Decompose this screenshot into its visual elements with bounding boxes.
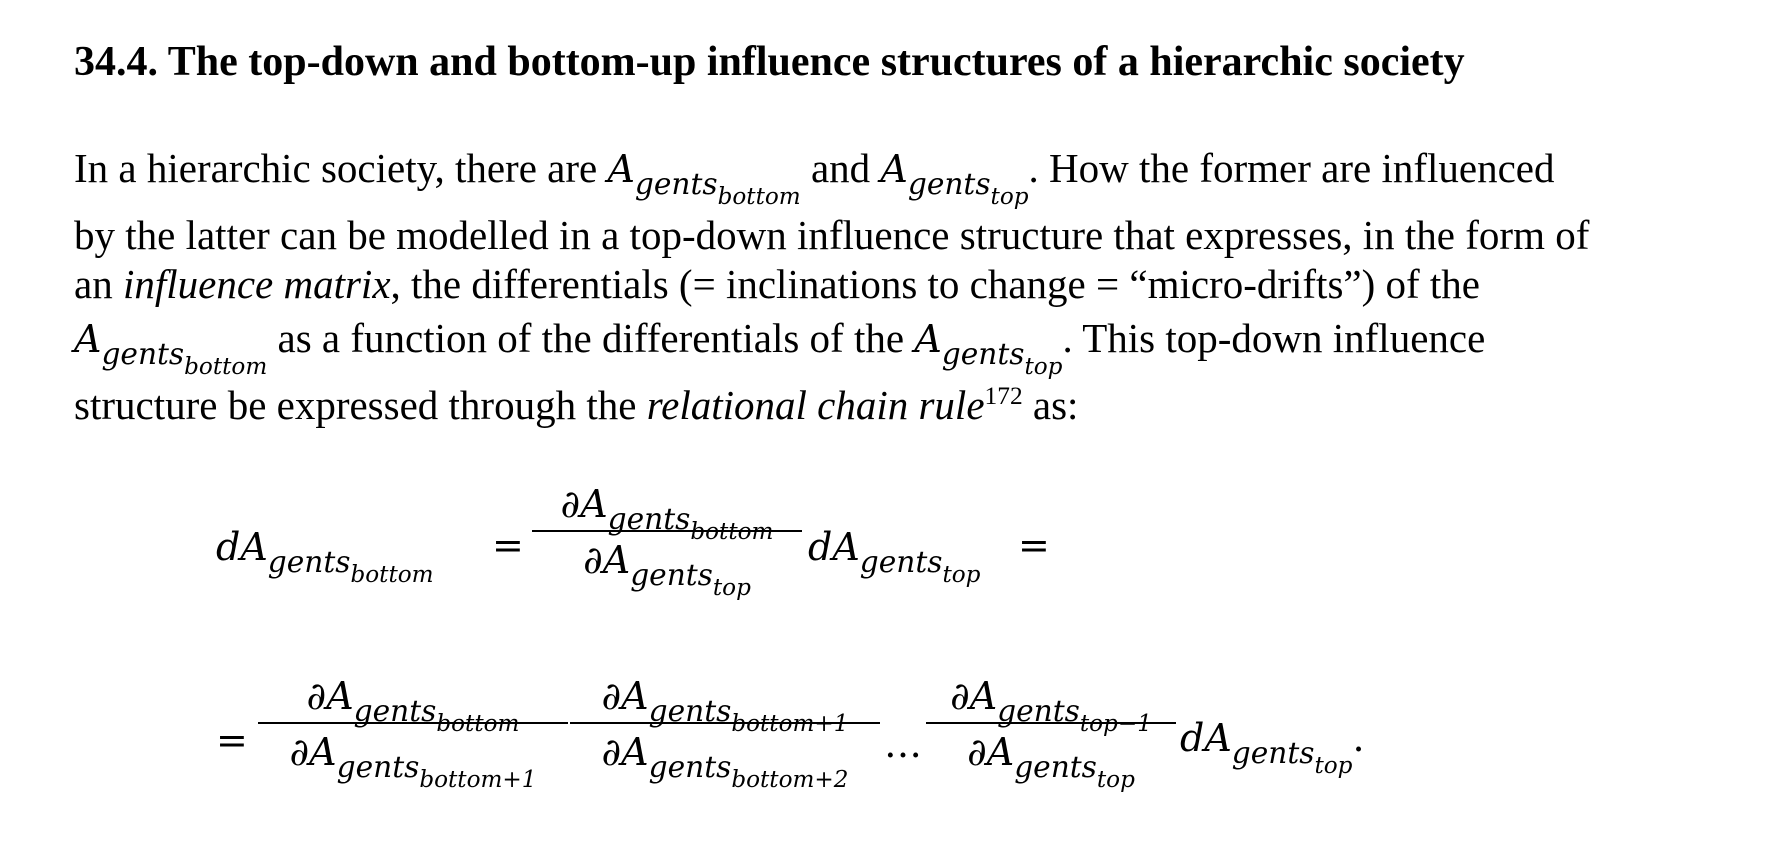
text-run: structure be expressed through the xyxy=(74,382,647,428)
eq2-frac2-numerator: $\partial A_{gents_{bottom+1}}$ xyxy=(601,674,849,738)
agents-top-symbol: $A_{gents_{top}}$ xyxy=(914,317,1063,381)
text-run: . How the former are influenced xyxy=(1028,145,1555,191)
eq1-d-agents-top: $dA_{gents_{top}}$ xyxy=(808,525,981,589)
eq2-d-agents-top: $dA_{gents_{top}}$. xyxy=(1180,716,1365,780)
section-heading: 34.4. The top-down and bottom-up influence structures of a hierarchic society xyxy=(74,39,1465,85)
eq2-fraction-1 xyxy=(258,674,568,794)
footnote-reference[interactable]: 172 xyxy=(984,381,1023,410)
eq1-numerator: $\partial A_{gents_{bottom}}$ xyxy=(560,482,774,546)
eq2-fraction-3 xyxy=(926,674,1176,794)
text-run: as a function of the differentials of the xyxy=(267,315,915,361)
eq2-frac1-denominator: $\partial A_{gents_{bottom+1}}$ xyxy=(289,730,537,794)
eq2-frac3-denominator: $\partial A_{gents_{top}}$ xyxy=(967,730,1135,794)
eq2-frac3-numerator: $\partial A_{gents_{top-1}}$ xyxy=(950,674,1152,738)
paragraph-line-3 xyxy=(74,261,1724,307)
paragraph-line-5 xyxy=(74,381,1724,428)
eq2-frac2-denominator: $\partial A_{gents_{bottom+2}}$ xyxy=(601,730,849,794)
text-run: , the differentials (= inclinations to change = “micro-drifts”) of the xyxy=(390,261,1480,307)
eq1-equals-1: = xyxy=(492,523,524,567)
eq1-equals-2: = xyxy=(1018,523,1050,567)
text-run: . This top-down influence xyxy=(1062,315,1486,361)
agents-top-symbol: $A_{gents_{top}}$ xyxy=(880,147,1029,211)
eq2-fraction-2 xyxy=(570,674,880,794)
text-run: In a hierarchic society, there are xyxy=(74,145,608,191)
eq2-equals: = xyxy=(216,718,248,762)
eq2-ellipsis: … xyxy=(884,722,922,766)
text-run: an xyxy=(74,261,123,307)
paragraph-line-1 xyxy=(74,145,1724,211)
paragraph-line-4 xyxy=(74,315,1724,381)
agents-bottom-symbol: $A_{gents_{bottom}}$ xyxy=(607,147,801,211)
eq1-fraction xyxy=(532,482,802,602)
text-run: and xyxy=(800,145,881,191)
paragraph-line-2: by the latter can be modelled in a top-down influence structure that expresses, in the form of xyxy=(74,212,1590,258)
eq1-lhs: $dA_{gents_{bottom}}$ xyxy=(216,525,434,589)
eq2-frac1-numerator: $\partial A_{gents_{bottom}}$ xyxy=(306,674,520,738)
eq1-denominator: $\partial A_{gents_{top}}$ xyxy=(583,538,751,602)
emphasis-influence-matrix: influence matrix xyxy=(122,261,391,307)
text-run: as: xyxy=(1022,382,1079,428)
emphasis-relational-chain-rule: relational chain rule xyxy=(646,382,985,428)
agents-bottom-symbol: $A_{gents_{bottom}}$ xyxy=(74,317,268,381)
